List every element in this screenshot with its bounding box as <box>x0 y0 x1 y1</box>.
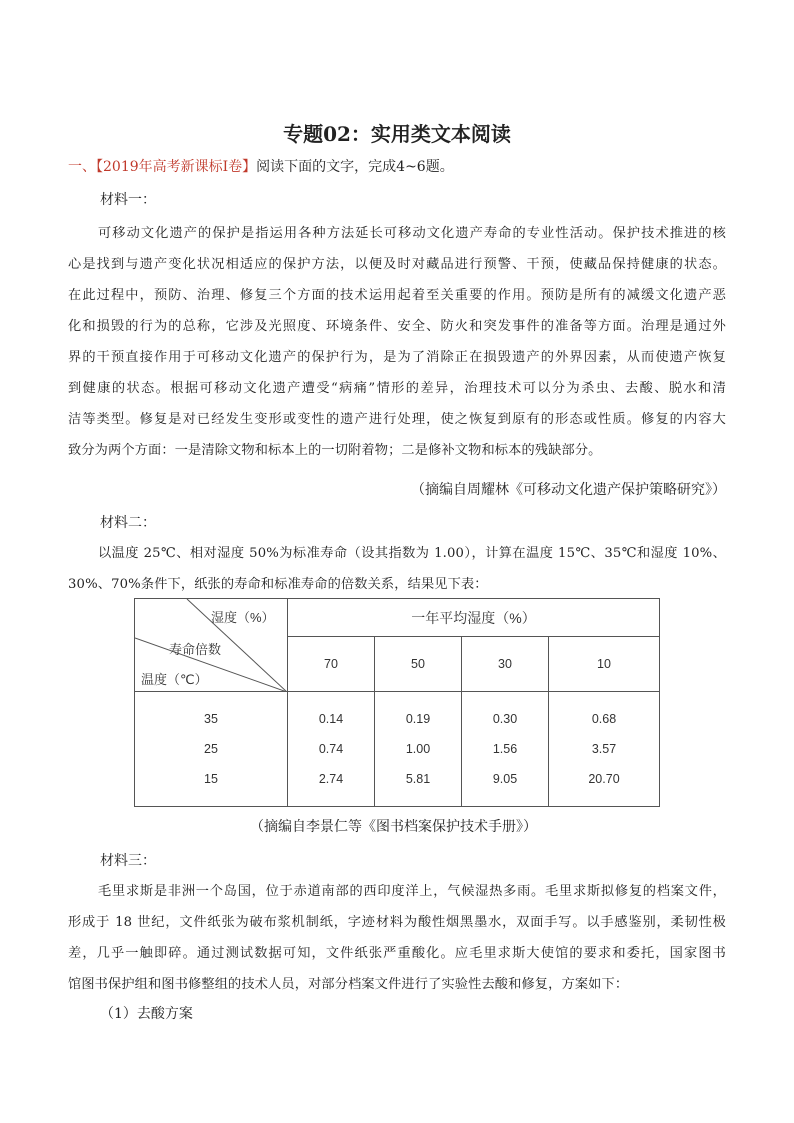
material2-source: （摘编自李景仁等《图书档案保护技术手册》） <box>250 819 537 835</box>
material1-line: 可移动文化遗产的保护是指运用各种方法延长可移动文化遗产寿命的专业性活动。保护技术推进的核 <box>98 226 726 241</box>
material3-line: 毛里求斯是非洲一个岛国，位于赤道南部的西印度洋上，气候湿热多雨。毛里求斯拟修复的档案文件， <box>98 884 726 899</box>
material2-paragraph <box>68 538 726 600</box>
table-cell: 1.56 <box>492 742 518 756</box>
table-corner-cell <box>135 599 288 692</box>
table-cell: 20.70 <box>588 772 620 786</box>
temperature-column <box>135 692 288 807</box>
temperature-value: 35 <box>204 712 218 726</box>
material1-line: 化和损毁的行为的总称，它涉及光照度、环境条件、安全、防火和突发事件的准备等方面。治理是通过外 <box>68 319 726 334</box>
corner-lifespan-label: 寿命倍数 <box>169 642 222 657</box>
table-cell: 1.00 <box>405 742 431 756</box>
humidity-50-column <box>375 692 462 807</box>
table-cell: 0.68 <box>591 712 617 726</box>
table-cell: 0.30 <box>492 712 518 726</box>
table-cell: 3.57 <box>591 742 617 756</box>
question-instruction: 阅读下面的文字，完成4~6题。 <box>256 159 454 175</box>
material1-line: 界的干预直接作用于可移动文化遗产的保护行为，是为了消除正在损毁遗产的外界因素，从而使遗产恢复 <box>68 350 726 365</box>
material1-source: （摘编自周耀林《可移动文化遗产保护策略研究》） <box>411 482 726 498</box>
material1-paragraph <box>68 218 726 466</box>
page-title: 专题02：实用类文本阅读 <box>283 122 511 146</box>
humidity-30-column <box>462 692 549 807</box>
table-cell: 9.05 <box>492 772 518 786</box>
material3-line: 形成于 18 世纪，文件纸张为破布浆机制纸，字迹材料为酸性烟黑墨水，双面手写。以手感鉴别，柔韧性极 <box>68 915 726 930</box>
table-cell: 0.19 <box>405 712 431 726</box>
material1-line: 洁等类型。修复是对已经发生变形或变性的遗产进行处理，使之恢复到原有的形态或性质。修复的内容大 <box>68 412 726 427</box>
humidity-header: 一年平均湿度（%） <box>288 599 660 637</box>
temperature-value: 25 <box>204 742 218 756</box>
material3-subheading: （1）去酸方案 <box>100 1006 193 1022</box>
humidity-column-header: 70 <box>288 637 375 692</box>
material1-line: 在此过程中，预防、治理、修复三个方面的技术运用起着至关重要的作用。预防是所有的减缓文化遗产恶 <box>68 288 726 303</box>
table-cell: 0.74 <box>318 742 344 756</box>
material2-line: 30%、70%条件下，纸张的寿命和标准寿命的倍数关系，结果见下表： <box>68 577 488 592</box>
table-cell: 2.74 <box>318 772 344 786</box>
material1-line: 到健康的状态。根据可移动文化遗产遭受“病痛”情形的差异，治理技术可以分为杀虫、去酸、脱水和清 <box>68 381 726 396</box>
material2-line: 以温度 25℃、相对湿度 50%为标准寿命（设其指数为 1.00），计算在温度 15℃、35℃和湿度 10%、 <box>98 546 726 561</box>
humidity-70-column <box>288 692 375 807</box>
humidity-10-column <box>549 692 660 807</box>
material1-line: 心是找到与遗产变化状况相适应的保护方法，以便及时对藏品进行预警、干预，使藏品保持健康的状态。 <box>68 257 726 272</box>
material3-label: 材料三： <box>100 853 156 869</box>
humidity-column-header: 50 <box>375 637 462 692</box>
question-number: 一、 <box>68 159 96 175</box>
temperature-value: 15 <box>204 772 218 786</box>
question-header <box>68 156 454 176</box>
corner-humidity-label: 湿度（%） <box>211 610 275 625</box>
material3-paragraph <box>68 876 726 1000</box>
humidity-column-header: 30 <box>462 637 549 692</box>
question-source: 【2019年高考新课标Ⅰ卷】 <box>96 159 257 175</box>
material1-label: 材料一： <box>100 192 156 208</box>
material3-line: 差，几乎一触即碎。通过测试数据可知，文件纸张严重酸化。应毛里求斯大使馆的要求和委托，国家图书 <box>68 946 726 961</box>
material3-line: 馆图书保护组和图书修整组的技术人员，对部分档案文件进行了实验性去酸和修复，方案如下： <box>68 977 629 992</box>
paper-lifespan-table <box>134 598 660 807</box>
material1-line: 致分为两个方面：一是清除文物和标本上的一切附着物；二是修补文物和标本的残缺部分。 <box>68 443 602 458</box>
humidity-column-header: 10 <box>549 637 660 692</box>
table-cell: 5.81 <box>405 772 431 786</box>
material2-label: 材料二： <box>100 515 156 531</box>
corner-temperature-label: 温度（℃） <box>141 672 208 687</box>
table-cell: 0.14 <box>318 712 344 726</box>
